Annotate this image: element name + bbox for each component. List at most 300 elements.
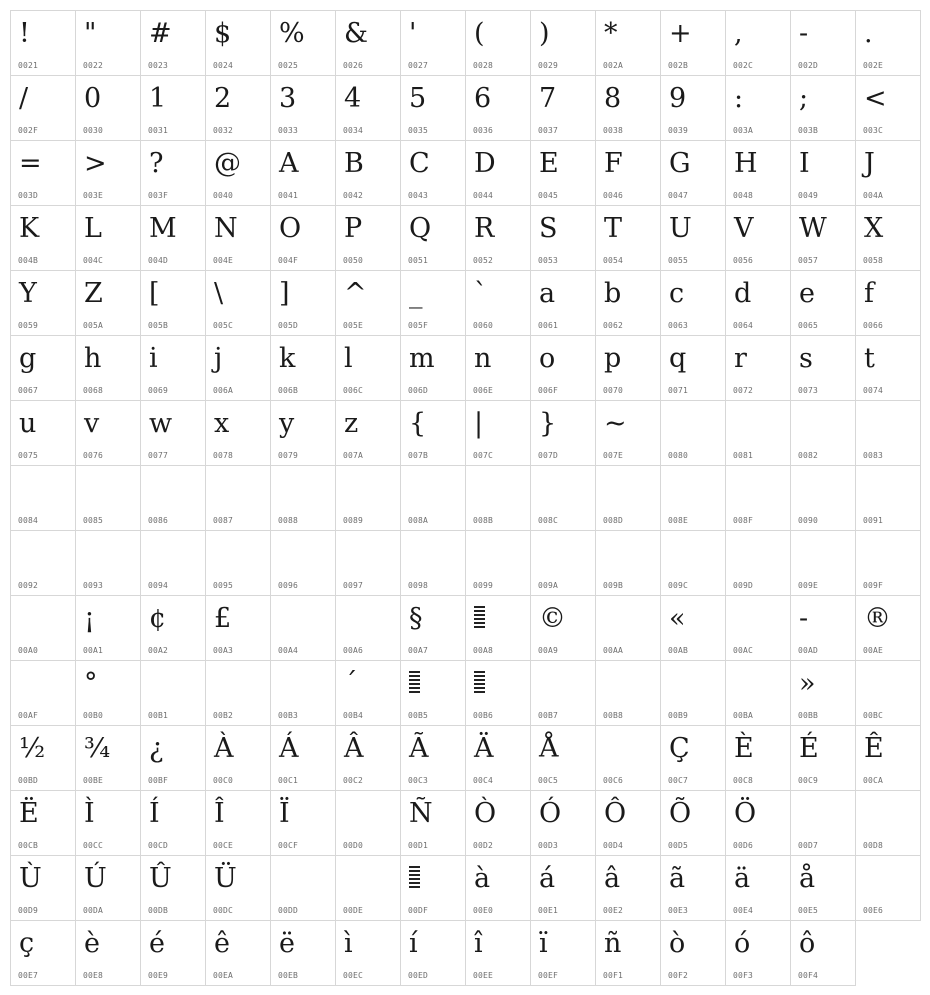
glyph-cell[interactable] bbox=[400, 400, 466, 466]
glyph-char: í bbox=[409, 928, 418, 959]
glyph-cell[interactable] bbox=[140, 465, 206, 531]
glyph-cell[interactable] bbox=[660, 530, 726, 596]
glyph-cell[interactable] bbox=[205, 920, 271, 986]
glyph-char: Õ bbox=[669, 798, 692, 829]
glyph-cell[interactable] bbox=[595, 530, 661, 596]
glyph-cell[interactable] bbox=[140, 660, 206, 726]
glyph-cell[interactable] bbox=[465, 270, 531, 336]
glyph-cell[interactable] bbox=[400, 10, 466, 76]
glyph-cell[interactable] bbox=[530, 920, 596, 986]
glyph-cell[interactable] bbox=[855, 75, 921, 141]
glyph-cell[interactable] bbox=[400, 140, 466, 206]
glyph-cell[interactable] bbox=[75, 920, 141, 986]
glyph-cell[interactable] bbox=[790, 400, 856, 466]
glyph-cell[interactable] bbox=[855, 270, 921, 336]
glyph-cell[interactable] bbox=[595, 790, 661, 856]
glyph-cell[interactable] bbox=[270, 400, 336, 466]
glyph-code: 0063 bbox=[668, 321, 689, 330]
glyph-code: 00A9 bbox=[538, 646, 559, 655]
glyph-code: 00AB bbox=[668, 646, 689, 655]
glyph-cell[interactable] bbox=[660, 595, 726, 661]
glyph-cell[interactable] bbox=[75, 400, 141, 466]
glyph-cell[interactable] bbox=[400, 660, 466, 726]
glyph-code: 00EE bbox=[473, 971, 494, 980]
glyph-char: 6 bbox=[474, 83, 492, 114]
glyph-cell[interactable] bbox=[270, 790, 336, 856]
glyph-code: 008E bbox=[668, 516, 689, 525]
glyph-code: 004A bbox=[863, 191, 884, 200]
glyph-cell[interactable] bbox=[400, 725, 466, 791]
glyph-cell[interactable] bbox=[205, 335, 271, 401]
glyph-cell[interactable] bbox=[725, 75, 791, 141]
glyph-cell[interactable] bbox=[75, 270, 141, 336]
glyph-cell[interactable] bbox=[725, 855, 791, 921]
glyph-cell[interactable] bbox=[855, 465, 921, 531]
glyph-cell[interactable] bbox=[10, 205, 76, 271]
glyph-cell[interactable] bbox=[75, 660, 141, 726]
glyph-cell[interactable] bbox=[400, 205, 466, 271]
glyph-cell[interactable] bbox=[790, 205, 856, 271]
glyph-char: Ò bbox=[474, 798, 497, 829]
glyph-cell[interactable] bbox=[725, 920, 791, 986]
glyph-cell[interactable] bbox=[855, 595, 921, 661]
glyph-cell[interactable] bbox=[335, 465, 401, 531]
glyph-cell[interactable] bbox=[725, 660, 791, 726]
glyph-cell[interactable] bbox=[465, 335, 531, 401]
glyph-cell[interactable] bbox=[855, 400, 921, 466]
glyph-cell[interactable] bbox=[725, 10, 791, 76]
glyph-cell[interactable] bbox=[725, 335, 791, 401]
glyph-char: = bbox=[19, 148, 42, 179]
glyph-char: " bbox=[84, 18, 97, 49]
glyph-code: 008B bbox=[473, 516, 494, 525]
glyph-cell[interactable] bbox=[270, 595, 336, 661]
glyph-char: ë bbox=[279, 928, 295, 959]
glyph-cell[interactable] bbox=[75, 10, 141, 76]
glyph-cell[interactable] bbox=[595, 140, 661, 206]
glyph-cell[interactable] bbox=[205, 205, 271, 271]
glyph-cell[interactable] bbox=[205, 595, 271, 661]
glyph-cell[interactable] bbox=[790, 855, 856, 921]
glyph-code: 00C9 bbox=[798, 776, 819, 785]
glyph-cell[interactable] bbox=[595, 335, 661, 401]
glyph-cell[interactable] bbox=[335, 400, 401, 466]
glyph-char: ? bbox=[149, 148, 164, 179]
glyph-code: 0027 bbox=[408, 61, 429, 70]
glyph-code: 00E6 bbox=[863, 906, 884, 915]
glyph-cell[interactable] bbox=[270, 725, 336, 791]
glyph-char: Y bbox=[19, 278, 37, 309]
glyph-cell[interactable] bbox=[530, 530, 596, 596]
glyph-cell[interactable] bbox=[660, 855, 726, 921]
glyph-cell[interactable] bbox=[790, 920, 856, 986]
glyph-char: ) bbox=[539, 18, 550, 49]
glyph-code: 006A bbox=[213, 386, 234, 395]
glyph-cell[interactable] bbox=[790, 465, 856, 531]
glyph-cell[interactable] bbox=[595, 595, 661, 661]
glyph-cell[interactable] bbox=[660, 335, 726, 401]
glyph-cell[interactable] bbox=[855, 530, 921, 596]
glyph-cell[interactable] bbox=[10, 920, 76, 986]
glyph-code: 00E7 bbox=[18, 971, 39, 980]
glyph-cell[interactable] bbox=[270, 75, 336, 141]
glyph-code: 005C bbox=[213, 321, 234, 330]
glyph-grid bbox=[10, 10, 920, 985]
glyph-cell[interactable] bbox=[530, 400, 596, 466]
glyph-cell[interactable] bbox=[75, 205, 141, 271]
glyph-cell[interactable] bbox=[465, 400, 531, 466]
glyph-code: 00C3 bbox=[408, 776, 429, 785]
glyph-cell[interactable] bbox=[465, 725, 531, 791]
glyph-code: 002D bbox=[798, 61, 819, 70]
glyph-cell[interactable] bbox=[10, 465, 76, 531]
glyph-cell[interactable] bbox=[530, 270, 596, 336]
glyph-char: , bbox=[734, 18, 743, 49]
glyph-cell[interactable] bbox=[465, 855, 531, 921]
glyph-cell[interactable] bbox=[660, 725, 726, 791]
glyph-cell[interactable] bbox=[595, 920, 661, 986]
glyph-cell[interactable] bbox=[10, 400, 76, 466]
glyph-cell[interactable] bbox=[75, 855, 141, 921]
glyph-char: L bbox=[84, 213, 102, 244]
glyph-cell[interactable] bbox=[530, 790, 596, 856]
glyph-cell[interactable] bbox=[465, 205, 531, 271]
glyph-cell[interactable] bbox=[725, 205, 791, 271]
glyph-cell[interactable] bbox=[855, 725, 921, 791]
glyph-cell[interactable] bbox=[270, 140, 336, 206]
glyph-cell[interactable] bbox=[465, 530, 531, 596]
glyph-cell[interactable] bbox=[465, 465, 531, 531]
glyph-code: 009F bbox=[863, 581, 884, 590]
glyph-cell[interactable] bbox=[335, 10, 401, 76]
glyph-cell[interactable] bbox=[205, 725, 271, 791]
glyph-cell[interactable] bbox=[725, 140, 791, 206]
glyph-cell[interactable] bbox=[790, 140, 856, 206]
glyph-code: 0049 bbox=[798, 191, 819, 200]
glyph-cell[interactable] bbox=[595, 725, 661, 791]
glyph-cell[interactable] bbox=[270, 530, 336, 596]
glyph-char: ¢ bbox=[149, 603, 167, 634]
glyph-code: 0035 bbox=[408, 126, 429, 135]
glyph-cell[interactable] bbox=[855, 790, 921, 856]
glyph-char: x bbox=[214, 408, 230, 439]
glyph-cell[interactable] bbox=[660, 920, 726, 986]
glyph-cell[interactable] bbox=[790, 10, 856, 76]
glyph-code: 0082 bbox=[798, 451, 819, 460]
glyph-char: 4 bbox=[344, 83, 362, 114]
glyph-cell[interactable] bbox=[855, 660, 921, 726]
glyph-char: | bbox=[474, 408, 484, 439]
glyph-cell[interactable] bbox=[335, 725, 401, 791]
glyph-cell[interactable] bbox=[335, 140, 401, 206]
glyph-cell[interactable] bbox=[270, 10, 336, 76]
glyph-cell[interactable] bbox=[335, 790, 401, 856]
glyph-char: { bbox=[409, 408, 427, 439]
glyph-code: 00EF bbox=[538, 971, 559, 980]
glyph-cell[interactable] bbox=[10, 790, 76, 856]
glyph-cell[interactable] bbox=[205, 465, 271, 531]
glyph-cell[interactable] bbox=[725, 270, 791, 336]
glyph-cell[interactable] bbox=[725, 400, 791, 466]
glyph-cell[interactable] bbox=[270, 660, 336, 726]
glyph-cell[interactable] bbox=[140, 205, 206, 271]
glyph-code: 002A bbox=[603, 61, 624, 70]
glyph-cell[interactable] bbox=[790, 75, 856, 141]
glyph-cell[interactable] bbox=[400, 855, 466, 921]
glyph-char: ¡ bbox=[84, 603, 95, 634]
glyph-code: 0093 bbox=[83, 581, 104, 590]
glyph-cell[interactable] bbox=[595, 75, 661, 141]
glyph-char: Ñ bbox=[409, 798, 433, 829]
glyph-cell[interactable] bbox=[205, 660, 271, 726]
glyph-char: Í bbox=[149, 798, 160, 829]
glyph-cell[interactable] bbox=[660, 400, 726, 466]
glyph-char: _ bbox=[409, 278, 423, 309]
glyph-char: P bbox=[344, 213, 363, 244]
glyph-cell[interactable] bbox=[790, 790, 856, 856]
glyph-cell[interactable] bbox=[790, 725, 856, 791]
glyph-cell[interactable] bbox=[725, 725, 791, 791]
glyph-code: 00A1 bbox=[83, 646, 104, 655]
glyph-cell[interactable] bbox=[205, 530, 271, 596]
glyph-cell[interactable] bbox=[10, 10, 76, 76]
glyph-cell[interactable] bbox=[140, 10, 206, 76]
glyph-cell[interactable] bbox=[400, 75, 466, 141]
glyph-cell[interactable] bbox=[270, 855, 336, 921]
glyph-cell[interactable] bbox=[595, 400, 661, 466]
glyph-char: Ü bbox=[214, 863, 237, 894]
glyph-char: ; bbox=[799, 83, 809, 114]
glyph-char: j bbox=[214, 343, 223, 374]
glyph-cell[interactable] bbox=[205, 270, 271, 336]
glyph-cell[interactable] bbox=[790, 530, 856, 596]
glyph-cell[interactable] bbox=[530, 725, 596, 791]
glyph-cell[interactable] bbox=[75, 725, 141, 791]
glyph-cell[interactable] bbox=[530, 140, 596, 206]
glyph-cell[interactable] bbox=[400, 595, 466, 661]
glyph-cell[interactable] bbox=[400, 920, 466, 986]
glyph-cell[interactable] bbox=[140, 855, 206, 921]
glyph-code: 00A4 bbox=[278, 646, 299, 655]
glyph-cell[interactable] bbox=[465, 595, 531, 661]
glyph-cell[interactable] bbox=[335, 855, 401, 921]
glyph-code: 00DB bbox=[148, 906, 169, 915]
glyph-code: 002C bbox=[733, 61, 754, 70]
glyph-cell[interactable] bbox=[595, 205, 661, 271]
glyph-cell[interactable] bbox=[75, 595, 141, 661]
glyph-cell[interactable] bbox=[855, 205, 921, 271]
glyph-cell[interactable] bbox=[855, 140, 921, 206]
glyph-cell[interactable] bbox=[530, 10, 596, 76]
glyph-cell[interactable] bbox=[140, 920, 206, 986]
glyph-cell[interactable] bbox=[140, 140, 206, 206]
glyph-cell[interactable] bbox=[725, 530, 791, 596]
glyph-cell[interactable] bbox=[400, 790, 466, 856]
glyph-char: M bbox=[149, 213, 177, 244]
glyph-cell[interactable] bbox=[530, 205, 596, 271]
glyph-cell[interactable] bbox=[595, 660, 661, 726]
glyph-cell[interactable] bbox=[75, 530, 141, 596]
glyph-char: C bbox=[409, 148, 430, 179]
glyph-cell[interactable] bbox=[725, 595, 791, 661]
glyph-cell[interactable] bbox=[205, 75, 271, 141]
glyph-code: 0076 bbox=[83, 451, 104, 460]
glyph-cell[interactable] bbox=[400, 530, 466, 596]
glyph-cell[interactable] bbox=[335, 920, 401, 986]
glyph-code: 004C bbox=[83, 256, 104, 265]
glyph-cell[interactable] bbox=[465, 75, 531, 141]
glyph-char: I bbox=[799, 148, 810, 179]
glyph-code: 00CD bbox=[148, 841, 169, 850]
glyph-cell[interactable] bbox=[10, 595, 76, 661]
glyph-cell[interactable] bbox=[660, 140, 726, 206]
glyph-cell[interactable] bbox=[465, 790, 531, 856]
glyph-cell[interactable] bbox=[530, 465, 596, 531]
glyph-cell[interactable] bbox=[400, 270, 466, 336]
glyph-cell[interactable] bbox=[75, 465, 141, 531]
glyph-cell[interactable] bbox=[335, 530, 401, 596]
glyph-cell[interactable] bbox=[10, 725, 76, 791]
glyph-code: 00E4 bbox=[733, 906, 754, 915]
glyph-cell[interactable] bbox=[465, 660, 531, 726]
glyph-cell[interactable] bbox=[10, 660, 76, 726]
glyph-cell[interactable] bbox=[530, 595, 596, 661]
glyph-code: 0085 bbox=[83, 516, 104, 525]
glyph-cell[interactable] bbox=[75, 75, 141, 141]
glyph-char: A bbox=[279, 148, 299, 179]
glyph-code: 00E5 bbox=[798, 906, 819, 915]
glyph-code: 003D bbox=[18, 191, 39, 200]
glyph-cell[interactable] bbox=[140, 530, 206, 596]
glyph-cell[interactable] bbox=[660, 10, 726, 76]
glyph-cell[interactable] bbox=[205, 790, 271, 856]
glyph-cell[interactable] bbox=[530, 75, 596, 141]
glyph-code: 00C4 bbox=[473, 776, 494, 785]
glyph-char: v bbox=[84, 408, 100, 439]
glyph-cell[interactable] bbox=[75, 335, 141, 401]
glyph-cell[interactable] bbox=[75, 790, 141, 856]
glyph-cell[interactable] bbox=[400, 465, 466, 531]
glyph-cell[interactable] bbox=[660, 465, 726, 531]
glyph-cell[interactable] bbox=[335, 335, 401, 401]
glyph-cell[interactable] bbox=[205, 855, 271, 921]
glyph-code: 0079 bbox=[278, 451, 299, 460]
glyph-code: 0097 bbox=[343, 581, 364, 590]
glyph-cell[interactable] bbox=[205, 10, 271, 76]
missing-glyph-icon bbox=[409, 671, 420, 693]
glyph-cell[interactable] bbox=[660, 270, 726, 336]
glyph-char: * bbox=[604, 18, 618, 49]
glyph-cell[interactable] bbox=[205, 140, 271, 206]
glyph-cell[interactable] bbox=[855, 335, 921, 401]
glyph-code: 00A0 bbox=[18, 646, 39, 655]
glyph-char: ó bbox=[734, 928, 751, 959]
glyph-cell[interactable] bbox=[140, 790, 206, 856]
glyph-code: 00A2 bbox=[148, 646, 169, 655]
glyph-cell[interactable] bbox=[75, 140, 141, 206]
glyph-code: 00DD bbox=[278, 906, 299, 915]
glyph-cell[interactable] bbox=[725, 790, 791, 856]
glyph-cell[interactable] bbox=[335, 660, 401, 726]
glyph-code: 006F bbox=[538, 386, 559, 395]
glyph-cell[interactable] bbox=[10, 855, 76, 921]
glyph-code: 0072 bbox=[733, 386, 754, 395]
glyph-cell[interactable] bbox=[660, 205, 726, 271]
glyph-cell[interactable] bbox=[140, 335, 206, 401]
glyph-cell[interactable] bbox=[140, 75, 206, 141]
glyph-cell[interactable] bbox=[465, 10, 531, 76]
glyph-char: 0 bbox=[84, 83, 102, 114]
glyph-cell[interactable] bbox=[790, 595, 856, 661]
glyph-cell[interactable] bbox=[140, 400, 206, 466]
glyph-cell[interactable] bbox=[140, 595, 206, 661]
glyph-cell[interactable] bbox=[270, 205, 336, 271]
glyph-cell[interactable] bbox=[790, 270, 856, 336]
glyph-cell[interactable] bbox=[270, 465, 336, 531]
glyph-char: t bbox=[864, 343, 875, 374]
glyph-cell[interactable] bbox=[335, 75, 401, 141]
glyph-cell[interactable] bbox=[270, 335, 336, 401]
glyph-code: 002E bbox=[863, 61, 884, 70]
glyph-cell[interactable] bbox=[660, 660, 726, 726]
glyph-cell[interactable] bbox=[595, 10, 661, 76]
glyph-cell[interactable] bbox=[595, 270, 661, 336]
glyph-cell[interactable] bbox=[530, 335, 596, 401]
glyph-code: 00B8 bbox=[603, 711, 624, 720]
glyph-char: À bbox=[214, 733, 234, 764]
glyph-code: 0071 bbox=[668, 386, 689, 395]
glyph-cell[interactable] bbox=[10, 270, 76, 336]
glyph-cell[interactable] bbox=[205, 400, 271, 466]
glyph-cell[interactable] bbox=[465, 920, 531, 986]
glyph-char: U bbox=[669, 213, 692, 244]
glyph-cell[interactable] bbox=[595, 855, 661, 921]
glyph-code: 00C0 bbox=[213, 776, 234, 785]
glyph-cell[interactable] bbox=[270, 920, 336, 986]
glyph-cell[interactable] bbox=[140, 270, 206, 336]
glyph-cell[interactable] bbox=[10, 140, 76, 206]
glyph-cell[interactable] bbox=[10, 335, 76, 401]
glyph-cell[interactable] bbox=[335, 595, 401, 661]
glyph-cell[interactable] bbox=[660, 75, 726, 141]
glyph-char: È bbox=[734, 733, 754, 764]
glyph-cell[interactable] bbox=[140, 725, 206, 791]
glyph-code: 008C bbox=[538, 516, 559, 525]
glyph-cell[interactable] bbox=[465, 140, 531, 206]
glyph-char: o bbox=[539, 343, 556, 374]
glyph-cell[interactable] bbox=[335, 205, 401, 271]
glyph-cell[interactable] bbox=[725, 465, 791, 531]
glyph-cell[interactable] bbox=[10, 530, 76, 596]
glyph-cell[interactable] bbox=[855, 10, 921, 76]
glyph-cell[interactable] bbox=[660, 790, 726, 856]
glyph-char: 2 bbox=[214, 83, 232, 114]
glyph-code: 00D0 bbox=[343, 841, 364, 850]
glyph-code: 005F bbox=[408, 321, 429, 330]
glyph-code: 0062 bbox=[603, 321, 624, 330]
glyph-char: ( bbox=[474, 18, 485, 49]
glyph-cell[interactable] bbox=[400, 335, 466, 401]
glyph-cell[interactable] bbox=[10, 75, 76, 141]
glyph-cell[interactable] bbox=[595, 465, 661, 531]
glyph-cell[interactable] bbox=[790, 660, 856, 726]
glyph-cell[interactable] bbox=[530, 660, 596, 726]
glyph-cell[interactable] bbox=[855, 855, 921, 921]
glyph-cell[interactable] bbox=[530, 855, 596, 921]
glyph-cell[interactable] bbox=[335, 270, 401, 336]
glyph-cell[interactable] bbox=[270, 270, 336, 336]
glyph-cell[interactable] bbox=[790, 335, 856, 401]
